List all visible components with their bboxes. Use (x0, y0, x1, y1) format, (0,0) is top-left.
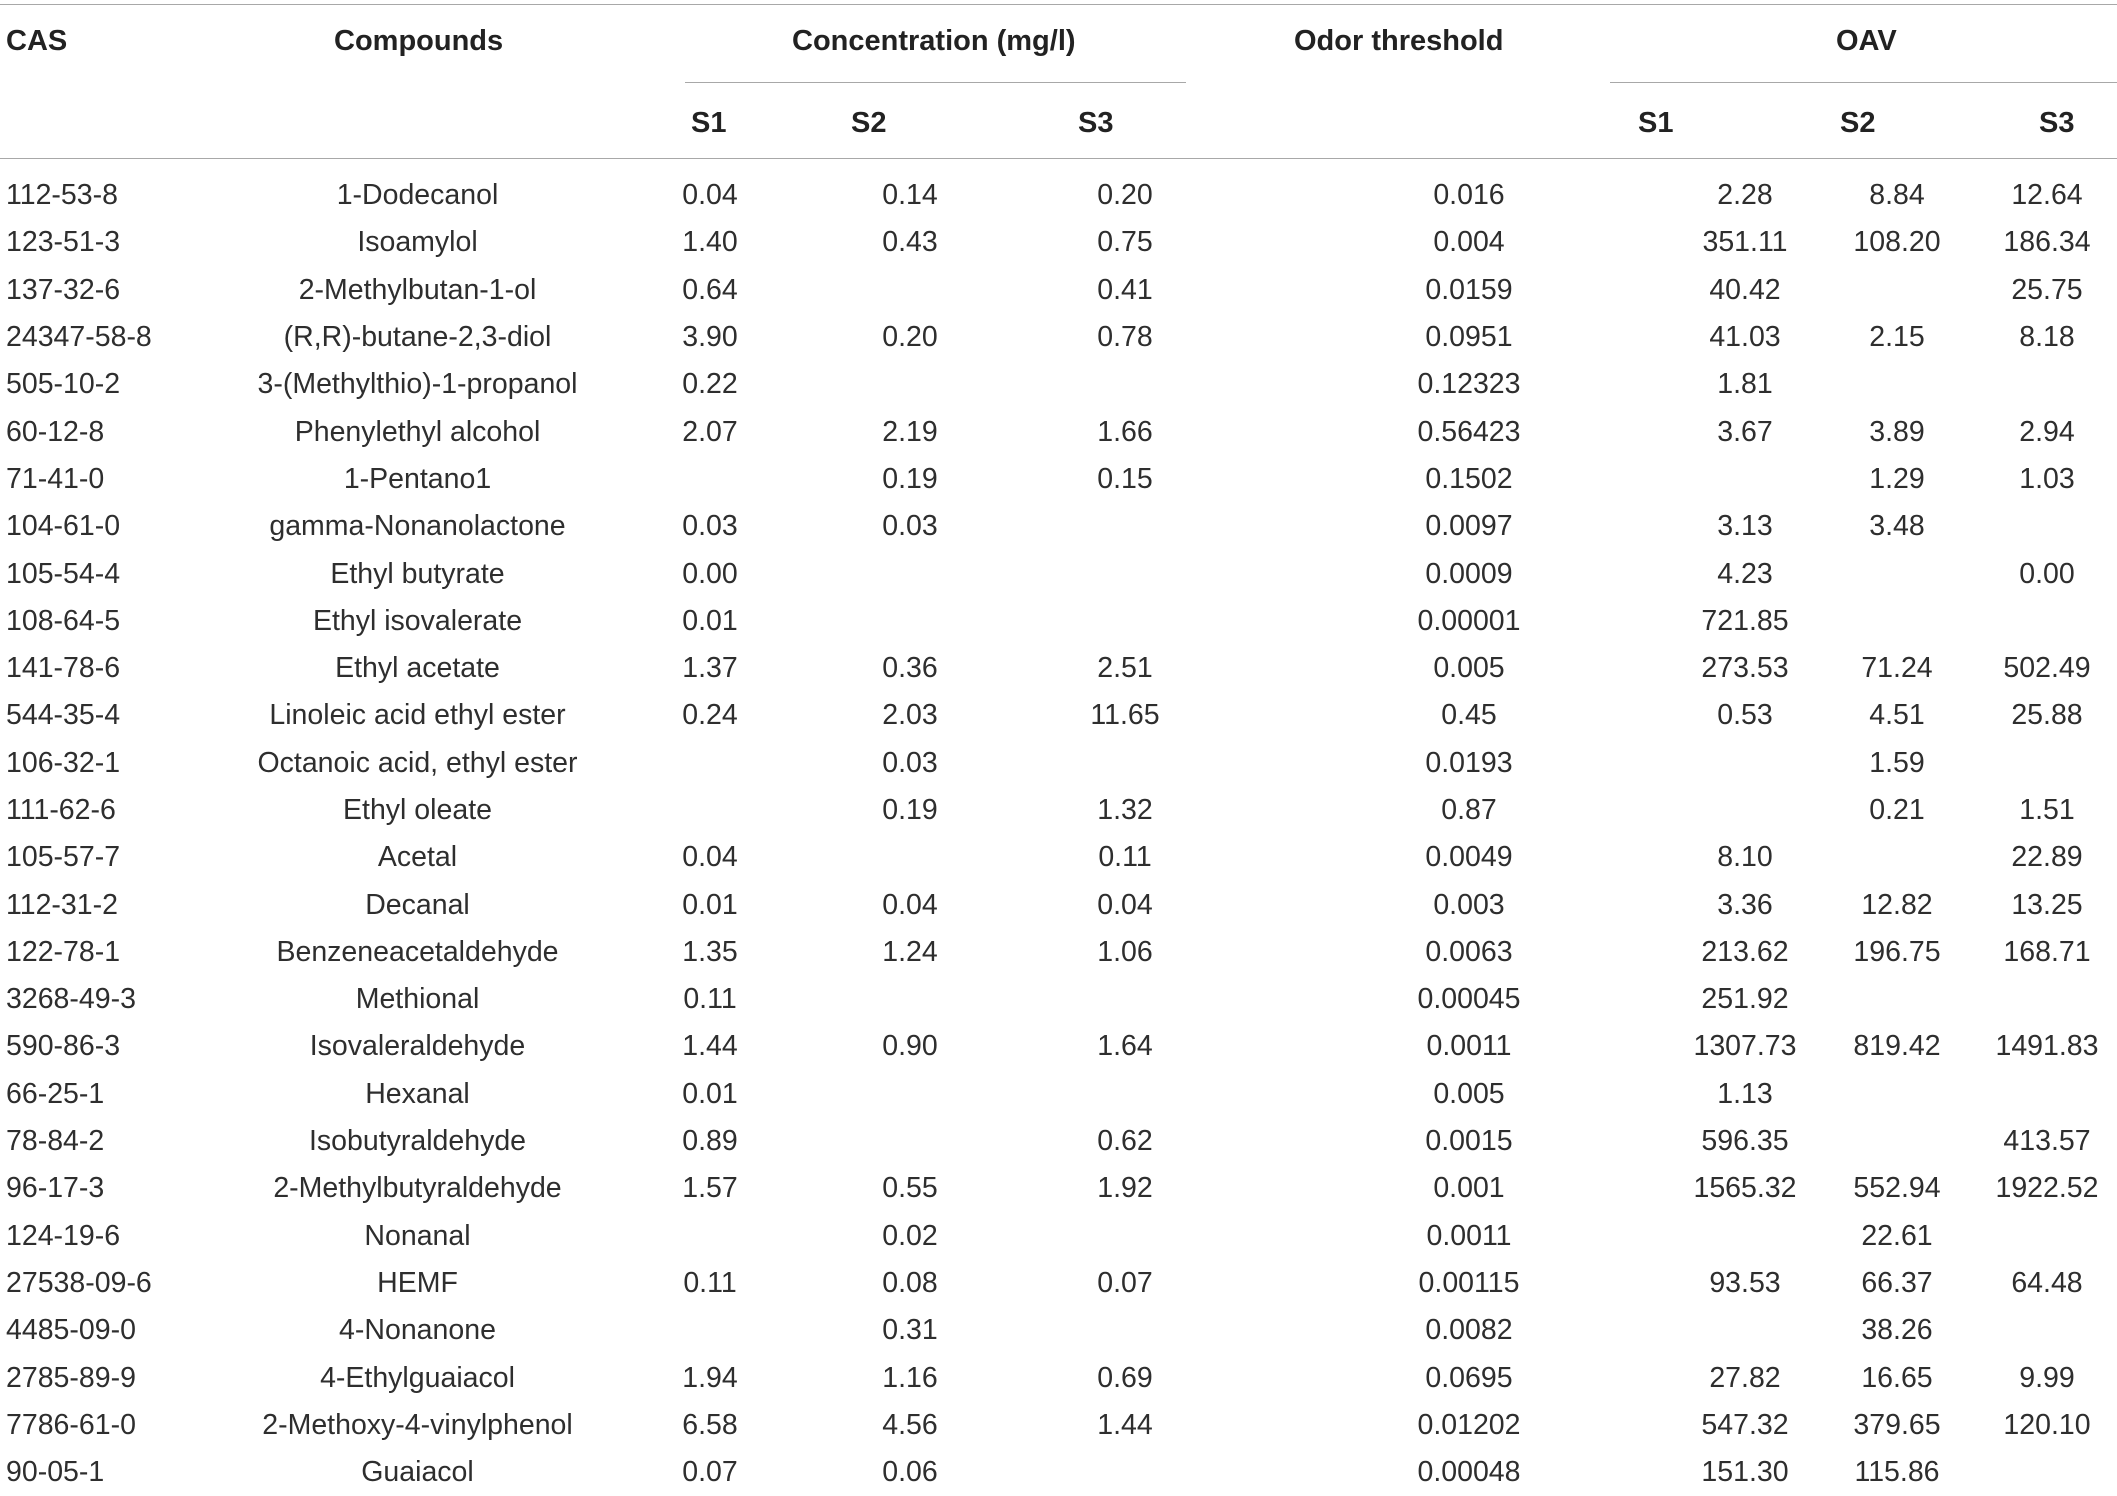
conc-s3-cell: 1.06 (1097, 935, 1153, 968)
conc-s3-cell: 2.51 (1097, 652, 1153, 685)
oav-s2-cell: 8.84 (1869, 179, 1925, 212)
conc-s3-cell (985, 1307, 1265, 1354)
conc-s2-cell: 0.02 (882, 1219, 938, 1252)
oav-s3-cell (1977, 598, 2117, 645)
oav-s1-cell: 547.32 (1701, 1408, 1789, 1441)
oav-s1-cell: 3.36 (1717, 888, 1773, 921)
oav-s3-cell (1977, 503, 2117, 550)
compound-cell: Octanoic acid, ethyl ester (257, 746, 578, 779)
odor-threshold-cell: 0.0011 (1426, 1219, 1512, 1252)
odor-threshold-cell: 0.1502 (1425, 462, 1513, 495)
oav-s3-cell (1977, 1213, 2117, 1260)
table-row (0, 1402, 2117, 1449)
table-row (0, 692, 2117, 739)
conc-s1-cell: 0.03 (682, 510, 738, 543)
oav-s1-cell (1673, 740, 1817, 787)
conc-s3-cell: 0.41 (1097, 273, 1153, 306)
conc-s2-cell: 0.03 (882, 746, 938, 779)
oav-s3-cell: 186.34 (2003, 226, 2091, 259)
oav-s3-cell: 13.25 (2011, 888, 2083, 921)
conc-s3-cell: 1.92 (1097, 1172, 1153, 1205)
oav-s1-cell (1673, 787, 1817, 834)
compound-cell: Ethyl butyrate (330, 557, 505, 590)
conc-s2-cell: 1.24 (882, 935, 938, 968)
oav-s3-cell (1977, 1071, 2117, 1118)
conc-s2-cell (835, 1071, 985, 1118)
cas-cell: 122-78-1 (6, 935, 121, 968)
table-row (0, 1118, 2117, 1165)
oav-s1-cell: 4.23 (1717, 557, 1773, 590)
odor-threshold-cell: 0.01202 (1417, 1408, 1521, 1441)
odor-threshold-cell: 0.005 (1433, 1077, 1505, 1110)
header-concentration: Concentration (mg/l) (792, 25, 1076, 57)
compound-cell: Isoamylol (357, 226, 478, 259)
conc-s1-cell: 0.01 (682, 888, 738, 921)
oav-s3-cell: 502.49 (2003, 652, 2091, 685)
oav-s2-cell: 1.59 (1869, 746, 1925, 779)
cas-cell: 60-12-8 (6, 415, 105, 448)
oav-s3-cell: 1922.52 (1995, 1172, 2099, 1205)
conc-s2-cell (835, 361, 985, 408)
table-row (0, 550, 2117, 597)
conc-s3-cell (985, 1213, 1265, 1260)
oav-s1-cell: 596.35 (1701, 1125, 1789, 1158)
conc-s3-cell: 0.69 (1097, 1361, 1153, 1394)
header-bottom-rule (0, 158, 2117, 159)
table-row (0, 1213, 2117, 1260)
odor-threshold-cell: 0.016 (1433, 179, 1505, 212)
table-row (0, 787, 2117, 834)
oav-s1-cell: 1307.73 (1693, 1030, 1797, 1063)
oav-s1-cell (1673, 1213, 1817, 1260)
oav-s3-cell (1977, 1307, 2117, 1354)
oav-s1-cell: 8.10 (1717, 841, 1773, 874)
odor-threshold-cell: 0.0951 (1425, 321, 1513, 354)
odor-threshold-cell: 0.00001 (1417, 604, 1521, 637)
oav-s1-cell: 93.53 (1709, 1266, 1781, 1299)
conc-s3-cell (985, 1071, 1265, 1118)
header-conc-s3: S3 (1078, 107, 1114, 139)
cas-cell: 105-54-4 (6, 557, 121, 590)
conc-s2-cell: 2.03 (882, 699, 938, 732)
compound-cell: gamma-Nonanolactone (269, 510, 566, 543)
oav-s1-cell: 0.53 (1717, 699, 1773, 732)
cas-cell: 71-41-0 (6, 462, 105, 495)
cas-cell: 90-05-1 (6, 1456, 105, 1489)
odor-threshold-cell: 0.00045 (1417, 983, 1521, 1016)
oav-s1-cell: 2.28 (1717, 179, 1773, 212)
conc-s2-cell: 0.06 (882, 1456, 938, 1489)
compound-cell: Nonanal (364, 1219, 471, 1252)
cas-cell: 3268-49-3 (6, 983, 136, 1016)
compound-cell: Ethyl acetate (335, 652, 500, 685)
oav-s2-cell: 38.26 (1861, 1314, 1933, 1347)
odor-threshold-cell: 0.001 (1433, 1172, 1505, 1205)
conc-s3-cell: 0.04 (1097, 888, 1153, 921)
table-row (0, 881, 2117, 928)
header-oav-s2: S2 (1840, 107, 1876, 139)
oav-s3-cell: 0.00 (2019, 557, 2075, 590)
conc-s2-cell: 1.16 (882, 1361, 938, 1394)
header-compounds: Compounds (334, 25, 504, 57)
cas-cell: 2785-89-9 (6, 1361, 136, 1394)
cas-cell: 141-78-6 (6, 652, 121, 685)
table-row (0, 1071, 2117, 1118)
table-row (0, 645, 2117, 692)
conc-s3-cell: 0.11 (1098, 841, 1152, 874)
oav-s2-cell: 66.37 (1861, 1266, 1933, 1299)
compound-cell: Acetal (377, 841, 458, 874)
compound-cell: 2-Methylbutyraldehyde (273, 1172, 562, 1205)
oav-s3-cell: 1491.83 (1995, 1030, 2099, 1063)
oav-s1-cell: 1.13 (1717, 1077, 1773, 1110)
oav-s1-cell (1673, 1307, 1817, 1354)
concentration-group-rule (685, 82, 1186, 83)
conc-s1-cell: 0.11 (683, 983, 737, 1016)
conc-s2-cell (835, 267, 985, 314)
compound-cell: Hexanal (365, 1077, 470, 1110)
table-row (0, 267, 2117, 314)
odor-threshold-cell: 0.0097 (1425, 510, 1513, 543)
compound-cell: Decanal (365, 888, 470, 921)
compound-cell: 4-Ethylguaiacol (320, 1361, 515, 1394)
cas-cell: 544-35-4 (6, 699, 121, 732)
oav-s1-cell: 40.42 (1709, 273, 1781, 306)
oav-s2-cell: 115.86 (1854, 1456, 1940, 1489)
oav-s2-cell: 22.61 (1861, 1219, 1933, 1252)
compound-cell: Linoleic acid ethyl ester (269, 699, 566, 732)
oav-s2-cell (1817, 1118, 1977, 1165)
cas-cell: 505-10-2 (6, 368, 121, 401)
oav-s3-cell: 22.89 (2011, 841, 2083, 874)
conc-s3-cell (985, 740, 1265, 787)
cas-cell: 78-84-2 (6, 1125, 105, 1158)
conc-s1-cell: 3.90 (682, 321, 738, 354)
oav-s1-cell: 41.03 (1709, 321, 1781, 354)
oav-s1-cell: 251.92 (1701, 983, 1789, 1016)
conc-s2-cell: 2.19 (882, 415, 938, 448)
table-row (0, 503, 2117, 550)
cas-cell: 96-17-3 (6, 1172, 105, 1205)
conc-s3-cell (985, 1449, 1265, 1496)
cas-cell: 4485-09-0 (6, 1314, 136, 1347)
conc-s1-cell: 1.94 (682, 1361, 738, 1394)
conc-s3-cell: 1.66 (1097, 415, 1153, 448)
oav-s2-cell: 16.65 (1861, 1361, 1933, 1394)
oav-s2-cell: 71.24 (1861, 652, 1933, 685)
oav-s2-cell: 12.82 (1861, 888, 1933, 921)
conc-s1-cell: 1.37 (682, 652, 738, 685)
cas-cell: 24347-58-8 (6, 321, 152, 354)
oav-s2-cell (1817, 834, 1977, 881)
conc-s1-cell: 0.64 (682, 273, 738, 306)
conc-s3-cell: 0.20 (1097, 179, 1153, 212)
oav-s1-cell: 213.62 (1701, 935, 1789, 968)
conc-s2-cell: 0.04 (882, 888, 938, 921)
oav-s3-cell: 1.03 (2019, 462, 2075, 495)
conc-s3-cell (985, 503, 1265, 550)
oav-s2-cell (1817, 550, 1977, 597)
oav-s3-cell (1977, 740, 2117, 787)
conc-s3-cell: 0.75 (1097, 226, 1153, 259)
header-oav-s1: S1 (1638, 107, 1674, 139)
oav-s3-cell: 9.99 (2019, 1361, 2075, 1394)
oav-s3-cell: 8.18 (2019, 321, 2075, 354)
cas-cell: 123-51-3 (6, 226, 121, 259)
oav-s2-cell: 4.51 (1869, 699, 1925, 732)
conc-s1-cell: 6.58 (682, 1408, 738, 1441)
conc-s2-cell: 0.20 (882, 321, 938, 354)
oav-s1-cell: 351.11 (1702, 226, 1788, 259)
conc-s2-cell (835, 550, 985, 597)
conc-s1-cell: 0.24 (682, 699, 738, 732)
oav-s2-cell: 108.20 (1853, 226, 1941, 259)
oav-s1-cell: 721.85 (1701, 604, 1789, 637)
table-row (0, 1354, 2117, 1401)
conc-s2-cell: 0.43 (882, 226, 938, 259)
compound-cell: 2-Methylbutan-1-ol (298, 273, 537, 306)
cas-cell: 112-31-2 (6, 888, 118, 921)
cas-cell: 66-25-1 (6, 1077, 105, 1110)
odor-threshold-cell: 0.00115 (1418, 1266, 1520, 1299)
oav-s2-cell: 2.15 (1869, 321, 1925, 354)
odor-threshold-cell: 0.12323 (1417, 368, 1521, 401)
conc-s2-cell: 0.55 (882, 1172, 938, 1205)
odor-threshold-cell: 0.0082 (1425, 1314, 1513, 1347)
conc-s2-cell: 0.19 (882, 462, 938, 495)
oav-s2-cell: 379.65 (1853, 1408, 1941, 1441)
oav-s2-cell (1817, 361, 1977, 408)
oav-s1-cell: 273.53 (1701, 652, 1789, 685)
conc-s1-cell: 1.57 (682, 1172, 738, 1205)
odor-threshold-cell: 0.56423 (1417, 415, 1521, 448)
compound-cell: 1-Dodecanol (336, 179, 499, 212)
cas-cell: 108-64-5 (6, 604, 121, 637)
table-row (0, 456, 2117, 503)
table-row (0, 1307, 2117, 1354)
oav-s2-cell (1817, 598, 1977, 645)
table-row (0, 408, 2117, 455)
odor-threshold-cell: 0.004 (1433, 226, 1505, 259)
odor-threshold-cell: 0.003 (1433, 888, 1505, 921)
oav-s2-cell (1817, 267, 1977, 314)
conc-s2-cell: 0.90 (882, 1030, 938, 1063)
conc-s3-cell (985, 361, 1265, 408)
conc-s1-cell: 0.00 (682, 557, 738, 590)
oav-s2-cell: 1.29 (1869, 462, 1925, 495)
compound-cell: 1-Pentano1 (343, 462, 492, 495)
compound-cell: Methional (355, 983, 480, 1016)
odor-threshold-cell: 0.87 (1441, 794, 1497, 826)
table-row (0, 976, 2117, 1023)
cas-cell: 7786-61-0 (6, 1408, 136, 1441)
conc-s1-cell: 1.40 (682, 226, 738, 259)
header-odor-threshold: Odor threshold (1294, 25, 1504, 57)
conc-s2-cell: 0.14 (882, 179, 938, 212)
conc-s3-cell (985, 598, 1265, 645)
conc-s1-cell (585, 1213, 835, 1260)
oav-s2-cell: 0.21 (1869, 794, 1925, 826)
conc-s1-cell (585, 740, 835, 787)
conc-s3-cell: 0.07 (1097, 1266, 1153, 1299)
table-row (0, 314, 2117, 361)
odor-threshold-cell: 0.0159 (1425, 273, 1513, 306)
oav-s1-cell: 1565.32 (1693, 1172, 1797, 1205)
compound-cell: Isobutyraldehyde (308, 1125, 527, 1158)
conc-s1-cell (585, 456, 835, 503)
table-row (0, 1165, 2117, 1212)
table-row (0, 1260, 2117, 1307)
cas-cell: 124-19-6 (6, 1219, 121, 1252)
compound-cell: 2-Methoxy-4-vinylphenol (262, 1408, 573, 1441)
compound-cell: Ethyl isovalerate (312, 604, 523, 637)
oav-s2-cell: 819.42 (1853, 1030, 1941, 1063)
cas-cell: 106-32-1 (6, 746, 121, 779)
oav-s1-cell: 3.13 (1717, 510, 1773, 543)
conc-s2-cell (835, 976, 985, 1023)
conc-s3-cell: 0.62 (1097, 1125, 1153, 1158)
oav-s2-cell: 552.94 (1853, 1172, 1941, 1205)
table-row (0, 361, 2117, 408)
conc-s1-cell: 1.44 (682, 1030, 738, 1063)
conc-s2-cell: 0.31 (882, 1314, 938, 1347)
odor-threshold-cell: 0.45 (1441, 699, 1497, 732)
oav-s3-cell: 413.57 (2003, 1125, 2091, 1158)
oav-s3-cell: 25.75 (2011, 273, 2083, 306)
odor-threshold-cell: 0.0695 (1425, 1361, 1513, 1394)
oav-s2-cell: 3.48 (1869, 510, 1925, 543)
odor-threshold-cell: 0.0011 (1426, 1030, 1512, 1063)
table-top-rule (0, 4, 2117, 5)
conc-s2-cell (835, 1118, 985, 1165)
conc-s1-cell: 0.22 (682, 368, 738, 401)
conc-s1-cell: 1.35 (682, 935, 738, 968)
oav-s2-cell (1817, 1071, 1977, 1118)
header-oav-s3: S3 (2039, 107, 2075, 139)
table-row (0, 219, 2117, 266)
table-row (0, 1449, 2117, 1496)
compound-cell: Ethyl oleate (343, 794, 492, 826)
cas-cell: 104-61-0 (6, 510, 121, 543)
conc-s2-cell: 0.36 (882, 652, 938, 685)
table-row (0, 172, 2117, 219)
conc-s1-cell: 2.07 (682, 415, 738, 448)
odor-threshold-cell: 0.005 (1433, 652, 1505, 685)
oav-s2-cell: 3.89 (1869, 415, 1925, 448)
oav-s1-cell: 151.30 (1701, 1456, 1789, 1489)
odor-threshold-cell: 0.0063 (1425, 935, 1513, 968)
conc-s2-cell: 0.03 (882, 510, 938, 543)
conc-s1-cell (585, 787, 835, 834)
conc-s2-cell (835, 598, 985, 645)
header-conc-s2: S2 (851, 107, 887, 139)
table-row (0, 1023, 2117, 1070)
oav-s1-cell (1673, 456, 1817, 503)
conc-s1-cell (585, 1307, 835, 1354)
oav-s3-cell: 25.88 (2011, 699, 2083, 732)
conc-s3-cell: 0.78 (1097, 321, 1153, 354)
cas-cell: 112-53-8 (6, 179, 118, 212)
conc-s1-cell: 0.89 (682, 1125, 738, 1158)
oav-group-rule (1610, 82, 2117, 83)
oav-s1-cell: 1.81 (1717, 368, 1773, 401)
oav-s2-cell (1817, 976, 1977, 1023)
oav-s3-cell (1977, 1449, 2117, 1496)
compound-cell: Guaiacol (361, 1456, 474, 1489)
conc-s1-cell: 0.04 (682, 179, 738, 212)
compound-cell: 4-Nonanone (339, 1314, 496, 1347)
compound-cell: HEMF (377, 1266, 458, 1299)
oav-s2-cell: 196.75 (1853, 935, 1941, 968)
conc-s3-cell: 1.32 (1097, 794, 1153, 826)
oav-s3-cell: 2.94 (2019, 415, 2075, 448)
oav-s3-cell: 12.64 (2011, 179, 2083, 212)
cas-cell: 105-57-7 (6, 841, 121, 874)
conc-s2-cell: 0.08 (882, 1266, 938, 1299)
oav-s3-cell: 64.48 (2011, 1266, 2083, 1299)
conc-s2-cell: 0.19 (882, 794, 938, 826)
odor-threshold-cell: 0.0193 (1425, 746, 1513, 779)
oav-s1-cell: 3.67 (1717, 415, 1773, 448)
oav-s3-cell (1977, 361, 2117, 408)
table-row (0, 598, 2117, 645)
conc-s3-cell (985, 550, 1265, 597)
compound-cell: Isovaleraldehyde (309, 1030, 526, 1063)
conc-s3-cell: 11.65 (1090, 699, 1160, 732)
conc-s1-cell: 0.04 (682, 841, 738, 874)
oav-s3-cell: 120.10 (2003, 1408, 2091, 1441)
cas-cell: 111-62-6 (6, 794, 116, 826)
conc-s3-cell (985, 976, 1265, 1023)
conc-s1-cell: 0.01 (682, 1077, 738, 1110)
conc-s1-cell: 0.01 (682, 604, 738, 637)
odor-threshold-cell: 0.00048 (1417, 1456, 1521, 1489)
compound-cell: Phenylethyl alcohol (294, 415, 541, 448)
oav-s3-cell: 1.51 (2019, 794, 2075, 826)
odor-threshold-cell: 0.0049 (1425, 841, 1513, 874)
table-row (0, 929, 2117, 976)
odor-threshold-cell: 0.0009 (1425, 557, 1513, 590)
compound-cell: 3-(Methylthio)-1-propanol (257, 368, 578, 401)
table-row (0, 834, 2117, 881)
header-cas: CAS (6, 25, 68, 57)
oav-s1-cell: 27.82 (1709, 1361, 1781, 1394)
odor-threshold-cell: 0.0015 (1425, 1125, 1513, 1158)
header-conc-s1: S1 (691, 107, 727, 139)
oav-s3-cell: 168.71 (2003, 935, 2091, 968)
conc-s2-cell (835, 834, 985, 881)
conc-s1-cell: 0.11 (683, 1266, 737, 1299)
oav-s3-cell (1977, 976, 2117, 1023)
header-oav: OAV (1836, 25, 1897, 57)
conc-s2-cell: 4.56 (882, 1408, 938, 1441)
table-body (0, 172, 2117, 1496)
conc-s3-cell: 1.64 (1097, 1030, 1153, 1063)
compound-cell: Benzeneacetaldehyde (276, 935, 559, 968)
conc-s3-cell: 1.44 (1097, 1408, 1153, 1441)
table-row (0, 740, 2117, 787)
conc-s1-cell: 0.07 (682, 1456, 738, 1489)
cas-cell: 27538-09-6 (6, 1266, 152, 1299)
cas-cell: 137-32-6 (6, 273, 121, 306)
conc-s3-cell: 0.15 (1097, 462, 1153, 495)
cas-cell: 590-86-3 (6, 1030, 121, 1063)
compound-cell: (R,R)-butane-2,3-diol (283, 321, 552, 354)
